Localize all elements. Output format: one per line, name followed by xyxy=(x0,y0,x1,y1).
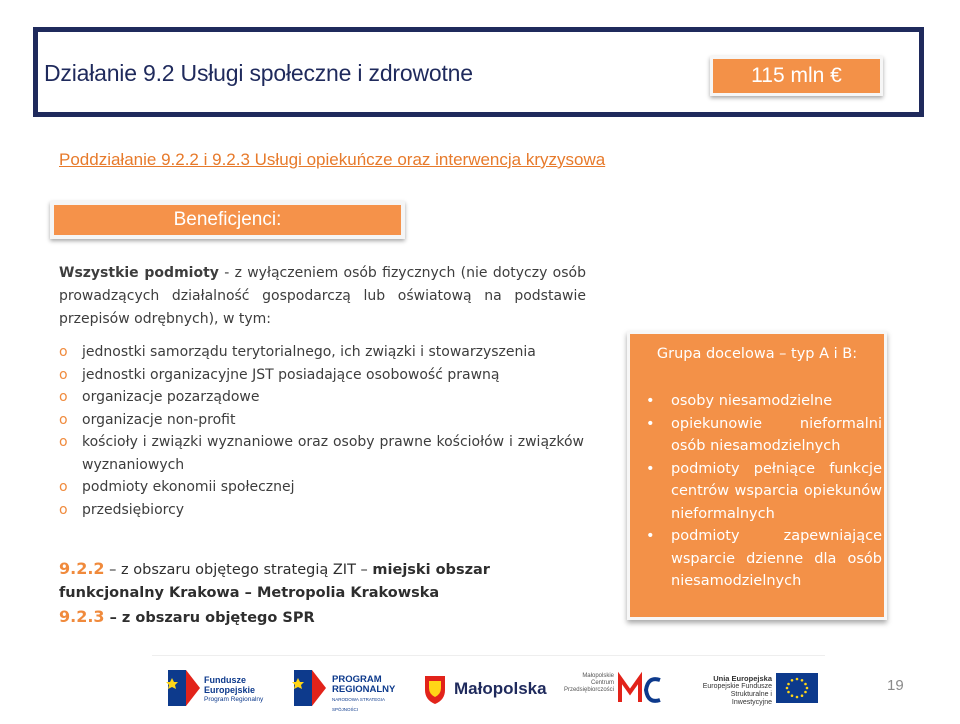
beneficiaries-heading: Beneficjenci: xyxy=(50,201,405,239)
list-item xyxy=(646,458,882,526)
circle-bullet-icon: o xyxy=(59,411,68,428)
page-title: Działanie 9.2 Usługi społeczne i zdrowotne xyxy=(44,60,473,86)
mcp-line3: Przedsiębiorczości xyxy=(563,687,614,693)
mcp-logo-text xyxy=(560,673,614,694)
pr-line2: REGIONALNY xyxy=(332,684,396,695)
target-group-title: Grupa docelowa – typ A i B: xyxy=(656,346,858,362)
fe-line2: Europejskie xyxy=(204,685,256,695)
subaction-923 xyxy=(59,605,529,630)
fe-line1: Fundusze xyxy=(204,675,246,685)
list-item-text: osoby niesamodzielne xyxy=(671,393,833,409)
list-item xyxy=(59,341,584,364)
beneficiaries-intro xyxy=(59,262,586,331)
list-item xyxy=(646,390,882,413)
eu-line1: Unia Europejska xyxy=(713,674,772,683)
malopolska-text: Małopolska xyxy=(454,679,547,698)
mcp-line2: Centrum xyxy=(590,680,614,686)
subaction-title-link[interactable]: Poddziałanie 9.2.2 i 9.2.3 Usługi opiekuńcze oraz interwencja kryzysowa xyxy=(59,150,606,169)
list-item-text: organizacje pozarządowe xyxy=(82,389,260,405)
eu-flag-icon xyxy=(776,673,818,703)
list-item-text: jednostki samorządu terytorialnego, ich związki i stowarzyszenia xyxy=(82,344,536,360)
eu-line2: Europejskie Fundusze xyxy=(702,683,772,690)
bullet-icon: • xyxy=(646,415,655,432)
circle-bullet-icon: o xyxy=(59,366,68,383)
subaction-922 xyxy=(59,557,529,605)
program-regionalny-logo xyxy=(290,656,405,720)
target-group-box xyxy=(627,331,887,620)
intro-bold: Wszystkie podmioty xyxy=(59,265,219,281)
list-item xyxy=(646,413,882,458)
list-item-text: przedsiębiorcy xyxy=(82,501,185,518)
fe-logo-text xyxy=(204,675,263,705)
circle-bullet-icon: o xyxy=(59,389,68,405)
bullet-icon: • xyxy=(646,460,655,477)
eu-line3: Strukturalne i Inwestycyjne xyxy=(730,691,772,706)
list-item xyxy=(646,525,882,593)
circle-bullet-icon: o xyxy=(59,479,68,495)
list-item xyxy=(59,409,584,432)
fundusze-europejskie-logo xyxy=(166,656,276,720)
list-item xyxy=(59,431,584,476)
eu-funds-logo xyxy=(692,656,822,720)
target-group-list xyxy=(646,390,882,593)
page-number: 19 xyxy=(887,677,904,694)
subaction-area: miejski obszar funkcjonalny Krakowa – Metropolia Krakowska xyxy=(59,562,490,601)
mcp-logo xyxy=(560,656,665,720)
list-item-text: podmioty zapewniające wsparcie dzienne dla osób niesamodzielnych xyxy=(671,528,882,589)
beneficiary-list xyxy=(59,341,584,521)
fe-line3: Program Regionalny xyxy=(204,696,264,703)
bullet-icon: • xyxy=(646,528,655,544)
list-item xyxy=(59,476,584,499)
subaction-code: 9.2.3 xyxy=(59,607,105,626)
list-item-text: kościoły i związki wyznaniowe oraz osoby prawne kościołów i związków wyznaniowych xyxy=(82,434,584,473)
subaction-scope: – z obszaru objętego strategią ZIT – xyxy=(104,562,373,578)
malopolska-crest-icon xyxy=(420,656,450,720)
subaction-code: 9.2.2 xyxy=(59,559,105,578)
pr-logo-text xyxy=(332,675,405,715)
logo-strip xyxy=(152,655,825,720)
budget-badge: 115 mln € xyxy=(710,56,883,96)
bullet-icon: • xyxy=(646,393,655,409)
pr-line3: NARODOWA STRATEGIA SPÓJNOŚCI xyxy=(332,697,385,712)
list-item-text: organizacje non-profit xyxy=(82,411,236,428)
list-item xyxy=(59,386,584,409)
list-item-text: opiekunowie nieformalni osób niesamodzielnych xyxy=(671,415,882,454)
list-item-text: jednostki organizacyjne JST posiadające osobowość prawną xyxy=(82,366,500,383)
mcp-line1: Małopolskie xyxy=(582,673,614,679)
list-item xyxy=(59,499,584,522)
circle-bullet-icon: o xyxy=(59,344,68,360)
mcp-mark-icon xyxy=(616,656,666,720)
eu-logo-text xyxy=(692,675,772,707)
circle-bullet-icon: o xyxy=(59,434,68,450)
circle-bullet-icon: o xyxy=(59,501,68,518)
list-item-text: podmioty pełniące funkcje centrów wsparcia opiekunów nieformalnych xyxy=(671,460,882,522)
subaction-scope: – z obszaru objętego SPR xyxy=(104,610,315,626)
pr-line1: PROGRAM xyxy=(332,674,382,685)
intro-rest: - z wyłączeniem osób fizycznych (nie dotyczy osób prowadzących działalność gospodarczą lub oświatową na podstawie przepisów odrębnych), w tym: xyxy=(59,265,586,327)
list-item-text: podmioty ekonomii społecznej xyxy=(82,479,295,495)
list-item xyxy=(59,364,584,387)
malopolska-logo xyxy=(420,656,545,720)
